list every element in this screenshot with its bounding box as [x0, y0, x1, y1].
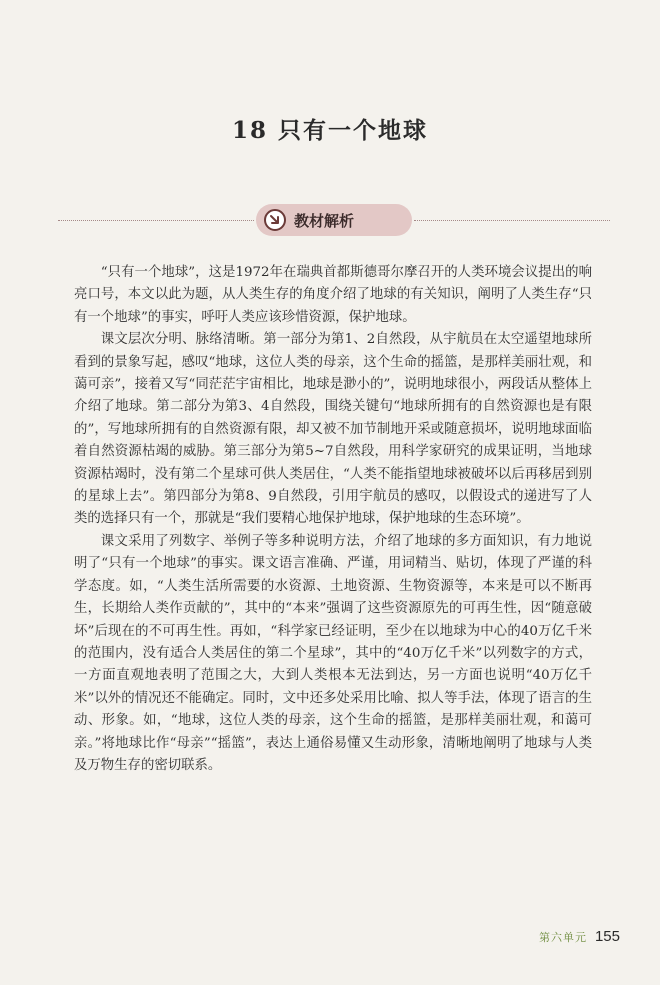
arrow-circle-icon: [264, 209, 286, 231]
page-footer: [500, 928, 620, 948]
paragraph-1: “只有一个地球”，这是1972年在瑞典首都斯德哥尔摩召开的人类环境会议提出的响亮口号，本文以此为题，从人类生存的角度介绍了地球的有关知识，阐明了人类生存“只有一个地球”的事实，呼吁人类应该珍惜资源，保护地球。: [74, 265, 592, 325]
paragraph-3: 课文采用了列数字、举例子等多种说明方法，介绍了地球的多方面知识，有力地说明了“只有一个地球”的事实。课文语言准确、严谨，用词精当、贴切，体现了严谨的科学态度。如，“人类生活所需要的水资源、土地资源、生物资源等，本来是可以不断再生，长期给人类作贡献的”，其中的“本来”强调了这些资源原先的可再生性，因“随意破坏”后现在的不可再生性。再如，“科学家已经证明，至少在以地球为中心的40万亿千米的范围内，没有适合人类居住的第二个星球”，其中的“40万亿千米”以列数字的方式，一方面直观地表明了范围之大，大到人类根本无法到达，另一方面也说明“40万亿千米”以外的情况还不能确定。同时，文中还多处采用比喻、拟人等手法，体现了语言的生动、形象。如，“地球，这位人类的母亲，这个生命的摇篮，是那样美丽壮观，和蔼可亲。”将地球比作“母亲”“摇篮”，表达上通俗易懂又生动形象，清晰地阐明了地球与人类及万物生存的密切联系。: [74, 533, 592, 773]
paragraph-2: 课文层次分明、脉络清晰。第一部分为第1、2自然段，从宇航员在太空遥望地球所看到的景象写起，感叹“地球，这位人类的母亲，这个生命的摇篮，是那样美丽壮观，和蔼可亲”，接着又写“同茫茫宇宙相比，地球是渺小的”，说明地球很小，两段话从整体上介绍了地球。第二部分为第3、4自然段，围绕关键句“地球所拥有的自然资源也是有限的”，写地球所拥有的自然资源有限，却又被不加节制地开采或随意损坏，说明地球面临着自然资源枯竭的威胁。第三部分为第5~7自然段，用科学家研究的成果证明，当地球资源枯竭时，没有第二个星球可供人类居住，“人类不能指望地球被破坏以后再移居到别的星球上去”。第四部分为第8、9自然段，引用宇航员的感叹，以假设式的递进写了人类的选择只有一个，那就是“我们要精心地保护地球，保护地球的生态环境”。: [74, 332, 592, 527]
section-header: [58, 203, 610, 237]
lesson-number: 18: [231, 117, 268, 144]
analysis-text: [74, 262, 592, 777]
unit-label: 第六单元: [538, 931, 587, 944]
page-number: 155: [594, 928, 620, 945]
dotted-divider-left: [58, 220, 254, 221]
section-label: 教材解析: [294, 211, 355, 230]
lesson-title: 只有一个地球: [278, 117, 428, 144]
dotted-divider-right: [414, 220, 610, 221]
page-title: [0, 112, 660, 145]
section-badge: [256, 204, 412, 236]
